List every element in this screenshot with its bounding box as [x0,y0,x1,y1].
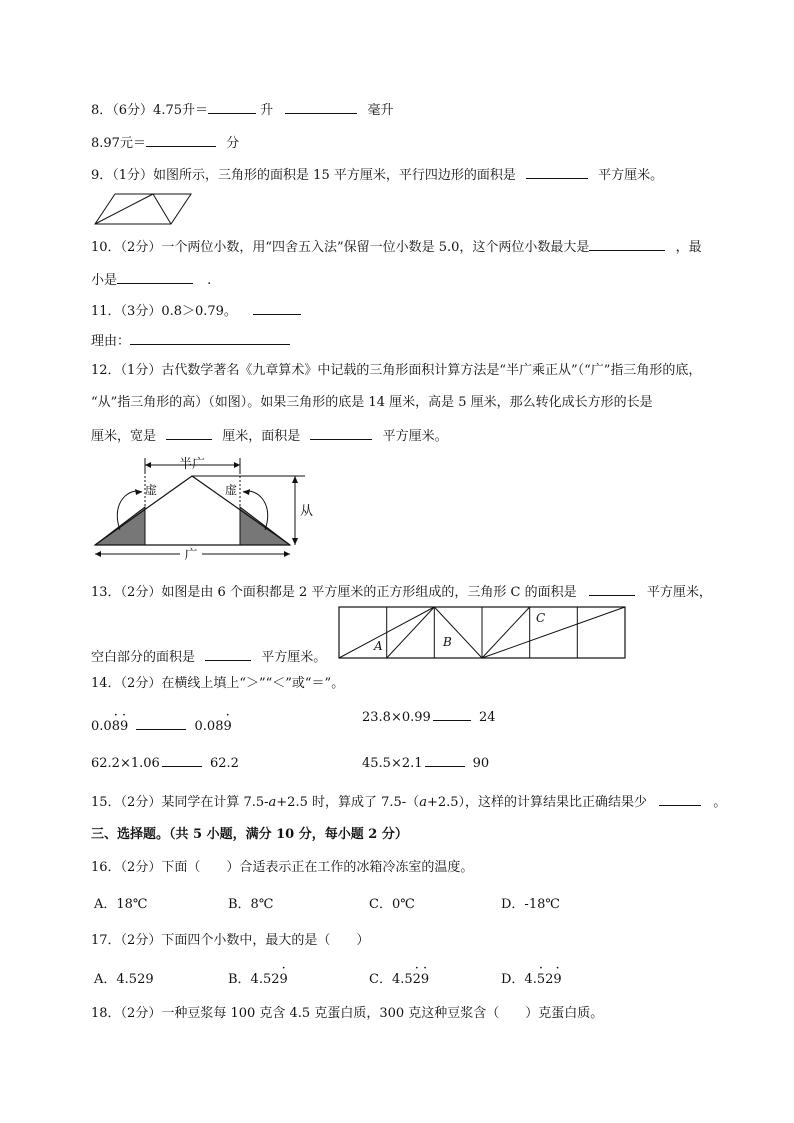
q10-end: . [207,273,212,288]
q14-blank-c[interactable] [433,707,471,721]
q14-b-text: 0.0 [194,719,216,734]
q10-line1 [91,237,702,257]
q12-line3 [91,426,448,446]
q12-triangle-figure [90,452,320,567]
q8-unit-1: 升 [260,103,274,118]
q18-text: 18．（2分）一种豆浆每 100 克含 4.5 克蛋白质，300 克这种豆浆含（ ）克蛋白质。 [91,1006,604,1021]
q9-parallelogram-figure [93,192,193,226]
q13-blank-2[interactable] [205,647,251,661]
section-3-heading: 三、选择题。（共 5 小题，满分 10 分，每小题 2 分） [91,827,408,842]
q15-text-b: +2.5 时，算成了 7.5-（ [276,795,420,810]
q13-line2 [91,647,326,667]
q14-blank-a[interactable] [136,716,186,730]
q9-unit: 平方厘米。 [598,168,664,183]
q12-fig-xu-right: 虚 [225,483,238,497]
q17-option-c[interactable] [369,971,429,989]
q8-blank-3[interactable] [146,133,216,147]
q8-blank-2[interactable] [285,100,357,114]
q9-text: 9．（1分）如图所示，三角形的面积是 15 平方厘米，平行四边形的面积是 [91,168,516,183]
q10-blank-2[interactable] [117,270,193,284]
q15-text-c: +2.5），这样的计算结果比正确结果少 [426,795,648,810]
q8-line1 [91,100,393,120]
q12-fig-guang-label: 广 [184,548,198,563]
q10-text: 10．（2分）一个两位小数，用“四舍五入法”保留一位小数是 5.0，这个两位小数最大是 [91,240,590,255]
q14-c-text: 23.8×0.99 [362,710,431,725]
q13-squares-figure [338,606,628,660]
q15-var-a-2: a [419,795,427,810]
q13-fig-label-a: A [374,639,383,653]
q15-text-a: 15．（2分）某同学在计算 7.5- [91,795,269,810]
q8-text: 8．（6分）4.75升＝ [91,103,208,118]
q9-line [91,165,663,185]
q12-fig-half-label: 半广 [178,457,206,472]
q17-b-digit: · 9 [280,971,288,989]
q13-line1 [91,582,712,602]
q15-var-a: a [268,795,277,810]
q12-fig-cong-label: 从 [300,504,314,519]
q13-text-2: 平方厘米， [646,585,712,600]
q13-blank-1[interactable] [589,582,635,596]
q14-item-a [91,716,232,736]
q11-reason-label: 理由： [91,334,131,349]
q14-item-d [91,753,239,773]
q14-blank-d[interactable] [162,753,202,767]
q12-blank-2[interactable] [310,426,372,440]
q16-option-b[interactable]: B．8℃ [228,897,274,912]
q10-line2 [91,270,211,290]
q14-e-right: 90 [472,756,490,771]
q16-option-d[interactable]: D．-18℃ [501,897,560,912]
q17-d-digit-2: 2 [545,972,554,987]
q10-text-3: 小是 [91,273,118,288]
q14-a-digit-2: · 9 [120,718,128,736]
q17-option-a[interactable]: A．4.529 [94,972,154,987]
q15-end: 。 [713,795,727,810]
q12-blank-1[interactable] [166,426,212,440]
q14-c-right: 24 [478,710,496,725]
q14-a-digit-1: · 8 [112,718,120,736]
q17-d-text: D．4. [501,972,537,987]
q17-c-digit-1: · 2 [413,971,421,989]
q17-text: 17．（2分）下面四个小数中，最大的是（ ） [91,933,370,948]
q14-blank-e[interactable] [425,753,465,767]
q17-d-digit-3: · 9 [553,971,561,989]
q10-text-2: ，最 [675,240,702,255]
q9-blank[interactable] [526,165,588,179]
q11-text: 11．（3分）0.8＞0.79。 [91,304,237,319]
q14-d-text: 62.2×1.06 [91,756,160,771]
q14-head: 14．（2分）在横线上填上“＞”“＜”或“＝”。 [91,676,345,691]
q17-d-digit-1: · 5 [537,971,545,989]
q12-text-b: 厘米，面积是 [222,429,301,444]
q16-option-c[interactable]: C．0℃ [369,897,415,912]
q14-e-text: 45.5×2.1 [362,756,423,771]
q12-line2: “从”指三角形的高）（如图）。如果三角形的底是 14 厘米，高是 5 厘米，那么转化成长方形的长是 [91,395,653,410]
q17-c-digit-2: · 9 [421,971,429,989]
q12-text-a: 厘米，宽是 [91,429,157,444]
q8-unit-2: 毫升 [367,103,394,118]
q11-line1 [91,301,301,321]
q10-blank-1[interactable] [589,237,665,251]
q8-unit-3: 分 [226,136,240,151]
q14-d-right: 62.2 [209,756,239,771]
q12-line1: 12．（1分）古代数学著名《九章算术》中记载的三角形面积计算方法是“半广乘正从”（“广”指三角形的底， [91,363,702,378]
q13-fig-label-c: C [536,611,546,625]
q12-fig-xu-left: 虚 [145,483,158,497]
q13-text-3: 空白部分的面积是 [91,650,196,665]
q11-line2 [91,331,290,351]
q12-text-c: 平方厘米。 [382,429,448,444]
q8-blank-1[interactable] [208,100,256,114]
q17-option-d[interactable] [501,971,562,989]
q11-blank[interactable] [253,301,301,315]
q17-c-text: C．4.5 [369,972,413,987]
q8-text-2: 8.97元＝ [91,136,146,151]
q11-reason-blank[interactable] [130,331,290,345]
q14-item-c [362,707,495,727]
q8-line2 [91,133,239,153]
q15-blank[interactable] [659,792,701,806]
q16-option-a[interactable]: A．18℃ [94,897,148,912]
q17-b-text: B．4.52 [228,972,280,987]
q16-text: 16．（2分）下面（ ）合适表示正在工作的冰箱冷冻室的温度。 [91,860,474,875]
q14-b-digit-1: 8 [215,719,224,734]
q17-option-b[interactable] [228,971,288,989]
q13-text-4: 平方厘米。 [261,650,327,665]
q13-text: 13．（2分）如图是由 6 个面积都是 2 平方厘米的正方形组成的，三角形 C 的面积是 [91,585,577,600]
q14-b-digit-2: · 9 [224,718,232,736]
q14-a-text: 0.0 [91,719,112,734]
q13-fig-label-b: B [443,635,452,649]
q14-item-e [362,753,489,773]
q15-line [91,792,726,812]
